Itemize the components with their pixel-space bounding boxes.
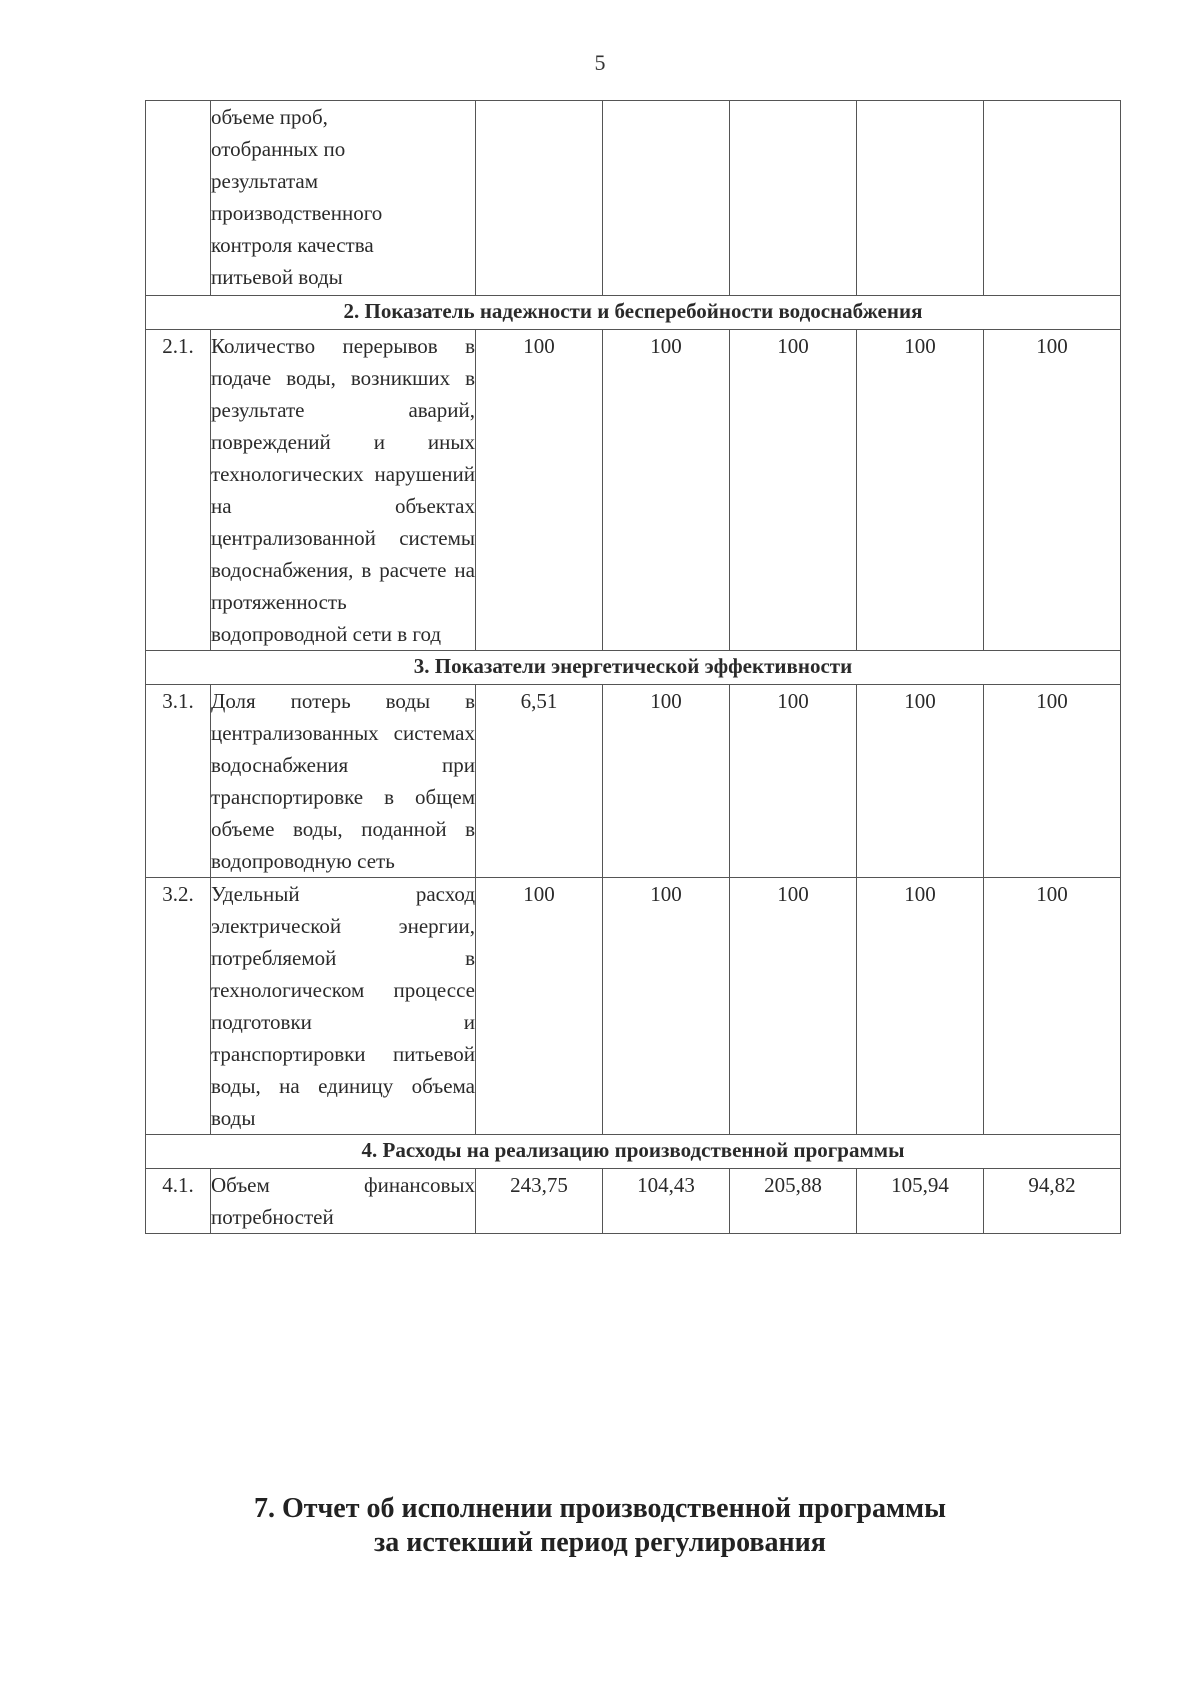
value-cell: 94,82: [984, 1169, 1121, 1234]
section-title: 3. Показатели энергетической эффективности: [146, 651, 1121, 685]
indicators-table: [145, 100, 1121, 1234]
value-cell: 105,94: [857, 1169, 984, 1234]
value-cell: 100: [857, 330, 984, 651]
value-cell: 205,88: [730, 1169, 857, 1234]
row-number: 2.1.: [146, 330, 211, 651]
value-cell: 100: [476, 878, 603, 1135]
indicator-description: Доля потерь воды в централизованных системах водоснабжения при транспортировке в общем объеме воды, поданной в водопроводную сеть: [211, 685, 476, 878]
table-row-continued: [146, 101, 1121, 296]
value-cell: [603, 101, 730, 296]
value-cell: [730, 101, 857, 296]
description-line: результатам: [211, 169, 319, 193]
section-heading: [0, 1492, 1200, 1560]
row-number: 3.2.: [146, 878, 211, 1135]
value-cell: 100: [984, 685, 1121, 878]
section-row: [146, 296, 1121, 330]
value-cell: [984, 101, 1121, 296]
row-number: 3.1.: [146, 685, 211, 878]
section-row: [146, 651, 1121, 685]
table-row: [146, 685, 1121, 878]
description-line: питьевой воды: [211, 265, 343, 289]
value-cell: 100: [984, 878, 1121, 1135]
value-cell: 100: [857, 878, 984, 1135]
page-number: 5: [594, 50, 606, 75]
value-cell: 6,51: [476, 685, 603, 878]
value-cell: 100: [730, 330, 857, 651]
indicator-description: [211, 101, 476, 296]
description-line: объеме проб,: [211, 105, 328, 129]
section-title: 4. Расходы на реализацию производственной программы: [146, 1135, 1121, 1169]
indicator-description: Удельный расход электрической энергии, потребляемой в технологическом процессе подготовки и транспортировки питьевой воды, на единицу объема воды: [211, 878, 476, 1135]
heading-line: 7. Отчет об исполнении производственной программы: [253, 1493, 946, 1524]
description-line: отобранных по: [211, 137, 346, 161]
section-row: [146, 1135, 1121, 1169]
table-row: [146, 330, 1121, 651]
value-cell: 100: [603, 685, 730, 878]
heading-line: за истекший период регулирования: [374, 1527, 826, 1558]
value-cell: [857, 101, 984, 296]
table-row: [146, 878, 1121, 1135]
row-number: 4.1.: [146, 1169, 211, 1234]
value-cell: 100: [984, 330, 1121, 651]
value-cell: 100: [476, 330, 603, 651]
description-line: производственного: [211, 201, 383, 225]
row-number-cell: [146, 101, 211, 296]
value-cell: 100: [603, 878, 730, 1135]
value-cell: 100: [857, 685, 984, 878]
value-cell: 100: [730, 878, 857, 1135]
value-cell: 100: [730, 685, 857, 878]
table-row: [146, 1169, 1121, 1234]
section-title: 2. Показатель надежности и бесперебойности водоснабжения: [146, 296, 1121, 330]
indicator-description: Количество перерывов в подаче воды, возникших в результате аварий, повреждений и иных технологических нарушений на объектах централизованной системы водоснабжения, в расчете на протяженность водопроводной сети в год: [211, 330, 476, 651]
value-cell: 100: [603, 330, 730, 651]
description-line: контроля качества: [211, 233, 374, 257]
indicator-description: Объем финансовых потребностей: [211, 1169, 476, 1234]
value-cell: [476, 101, 603, 296]
value-cell: 243,75: [476, 1169, 603, 1234]
value-cell: 104,43: [603, 1169, 730, 1234]
